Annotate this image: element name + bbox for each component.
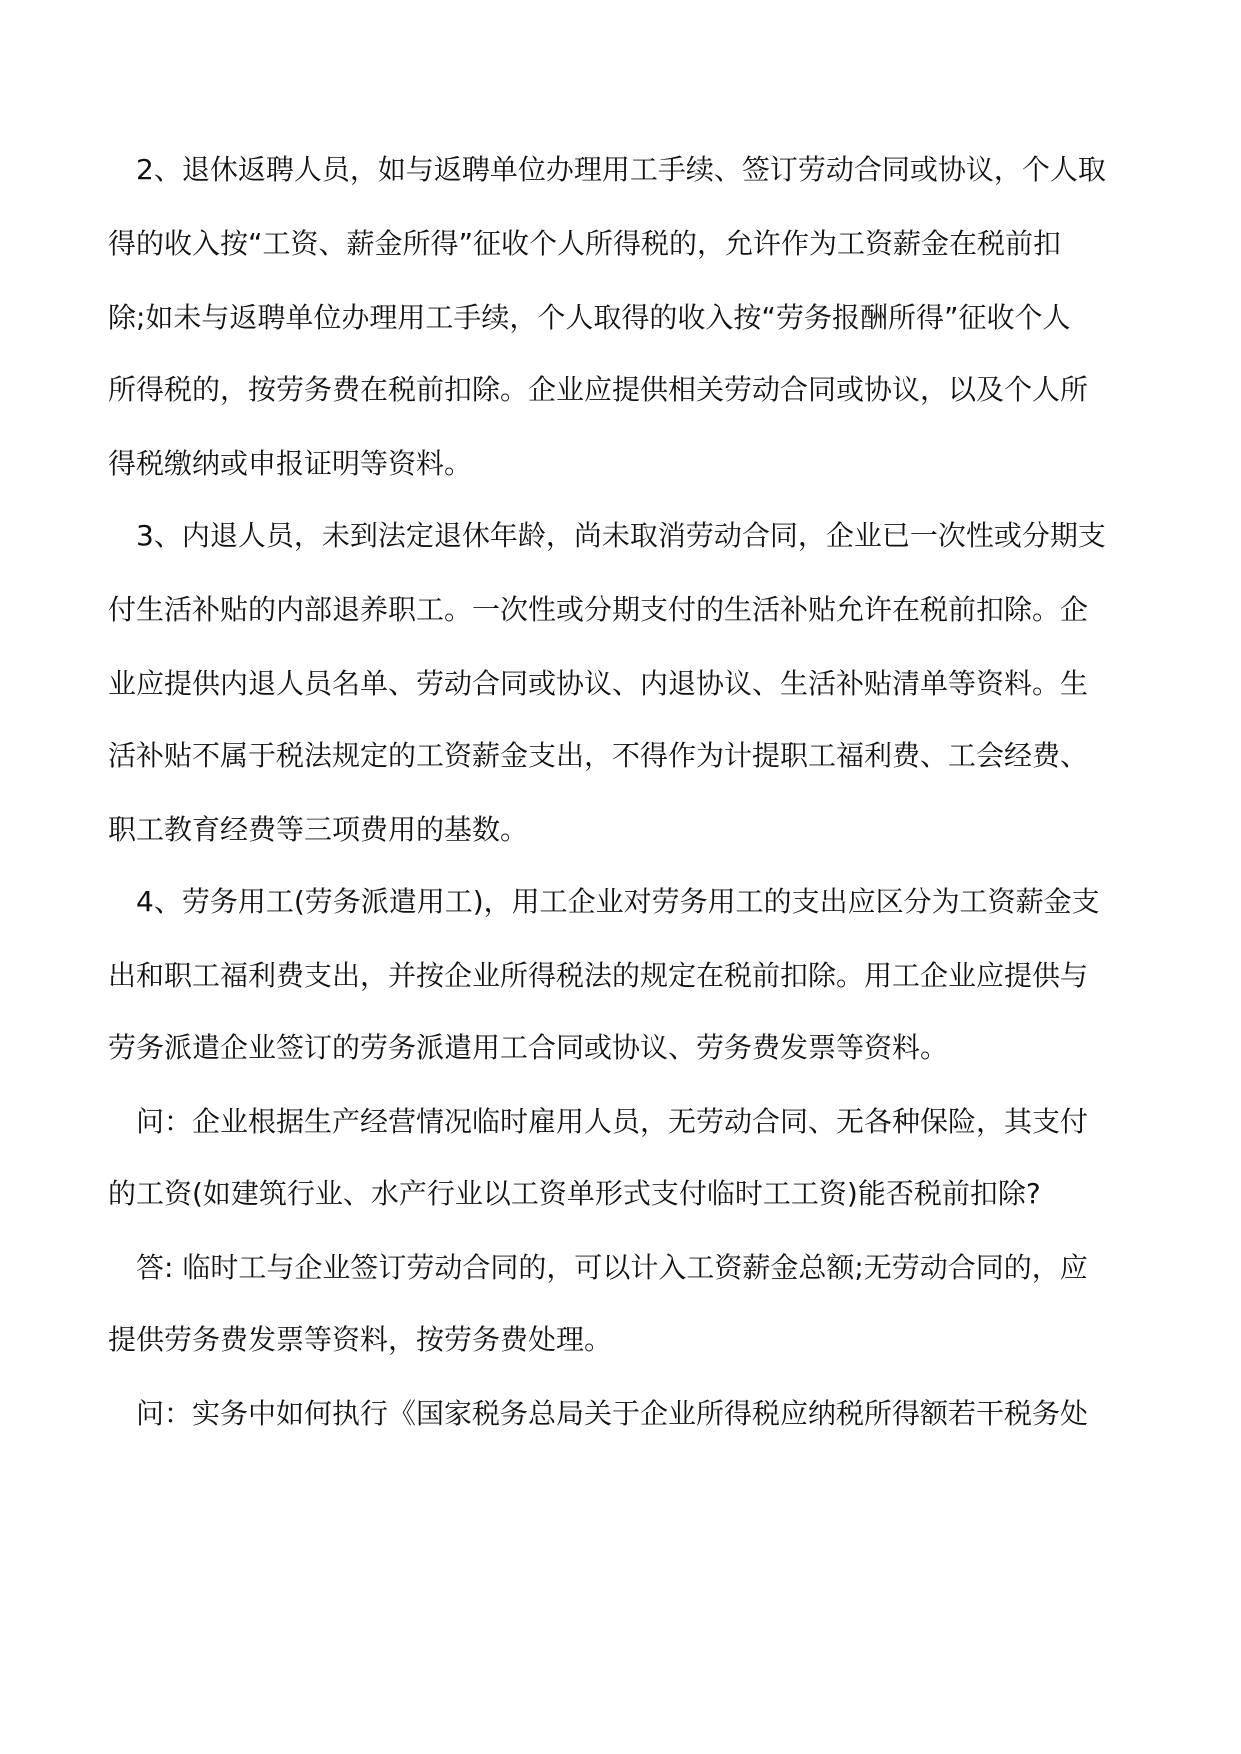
answer-line: [0, 1246, 1241, 1290]
line-text: 答: 临时工与企业签订劳动合同的，可以计入工资薪金总额;无劳动合同的，应: [136, 1251, 1088, 1284]
answer-line: [0, 1318, 1241, 1362]
paragraph-line: [0, 954, 1241, 998]
line-text: 3、内退人员，未到法定退休年龄，尚未取消劳动合同，企业已一次性或分期支: [136, 519, 1106, 552]
line-text: 所得税的，按劳务费在税前扣除。企业应提供相关劳动合同或协议，以及个人所: [108, 373, 1089, 406]
paragraph-line: [0, 662, 1241, 706]
line-text: 劳务派遣企业签订的劳务派遣用工合同或协议、劳务费发票等资料。: [108, 1031, 949, 1064]
line-text: 除;如未与返聘单位办理用工手续，个人取得的收入按“劳务报酬所得”征收个人: [108, 301, 1071, 334]
line-text: 业应提供内退人员名单、劳动合同或协议、内退协议、生活补贴清单等资料。生: [108, 667, 1089, 700]
paragraph-line: [0, 1026, 1241, 1070]
question-line: [0, 1100, 1241, 1144]
line-text: 职工教育经费等三项费用的基数。: [108, 813, 529, 846]
paragraph-line: [0, 880, 1241, 924]
paragraph-line: [0, 222, 1241, 266]
line-text: 付生活补贴的内部退养职工。一次性或分期支付的生活补贴允许在税前扣除。企: [108, 593, 1089, 626]
paragraph-line: [0, 734, 1241, 778]
question-line: [0, 1392, 1241, 1436]
line-text: 得的收入按“工资、薪金所得”征收个人所得税的，允许作为工资薪金在税前扣: [108, 227, 1062, 260]
paragraph-line: [0, 368, 1241, 412]
line-text: 的工资(如建筑行业、水产行业以工资单形式支付临时工工资)能否税前扣除?: [108, 1177, 1041, 1210]
question-line: [0, 1172, 1241, 1216]
line-text: 问：实务中如何执行《国家税务总局关于企业所得税应纳税所得额若干税务处: [136, 1397, 1089, 1430]
paragraph-line: [0, 588, 1241, 632]
paragraph-line: [0, 148, 1241, 192]
line-text: 得税缴纳或申报证明等资料。: [108, 447, 473, 480]
paragraph-line: [0, 296, 1241, 340]
paragraph-line: [0, 514, 1241, 558]
line-text: 4、劳务用工(劳务派遣用工)，用工企业对劳务用工的支出应区分为工资薪金支: [136, 885, 1100, 918]
line-text: 问：企业根据生产经营情况临时雇用人员，无劳动合同、无各种保险，其支付: [136, 1105, 1089, 1138]
paragraph-line: [0, 442, 1241, 486]
paragraph-line: [0, 808, 1241, 852]
line-text: 出和职工福利费支出，并按企业所得税法的规定在税前扣除。用工企业应提供与: [108, 959, 1089, 992]
line-text: 2、退休返聘人员，如与返聘单位办理用工手续、签订劳动合同或协议，个人取: [136, 153, 1106, 186]
line-text: 活补贴不属于税法规定的工资薪金支出，不得作为计提职工福利费、工会经费、: [108, 739, 1089, 772]
line-text: 提供劳务费发票等资料，按劳务费处理。: [108, 1323, 613, 1356]
